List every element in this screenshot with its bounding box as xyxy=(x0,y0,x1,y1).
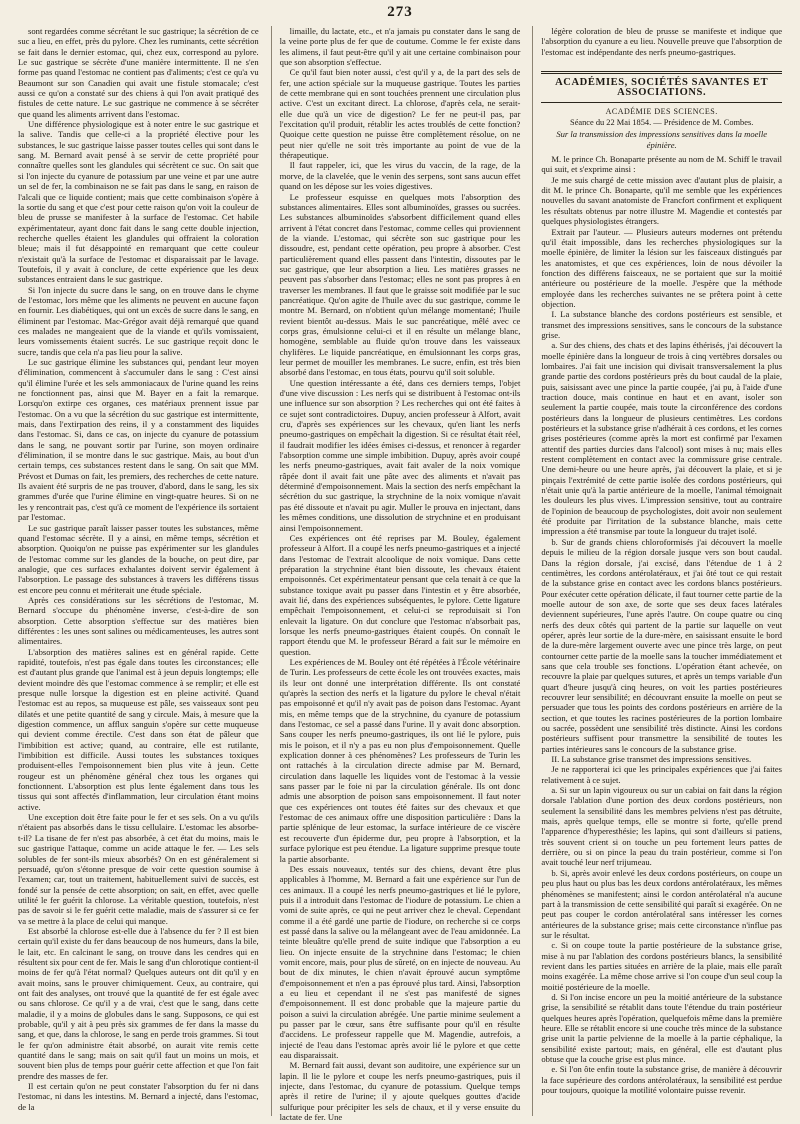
paragraph: b. Si, après avoir enlevé les deux cordons postérieurs, on coupe un peu plus haut ou plus bas les deux cordons antérolatéraux, les mêmes phénomènes se manifestent; ainsi le cordon antérolatéral n'a aucune part à la transmission de cette sensibilité qui paraît si exagérée. On ne peut pas couper le cordon antérolatéral sans intéresser les cornes antérieures de la substance grise; mais cette circonstance n'influe pas sur le résultat. xyxy=(541,867,783,940)
subject-heading: Sur la transmission des impressions sensitives dans la moelle épinière. xyxy=(556,129,768,150)
paragraph: Est absorbé la chlorose est-elle due à l'absence du fer ? Il est bien certain qu'il existe du fer dans beaucoup de nos humeurs, dans la bile, le lait, etc. En calcinant le sang, on trouve dans les cendres qui en résultent six pour cent de fer. Mais le sang d'un chlorotique contient-il moins de fer qu'à l'état normal? Quelques auteurs ont dit qu'il y en avait moins, sans le prouver chimiquement. Ceux, au contraire, qui ont fait des analyses, ont trouvé que la quantité de fer est égale avec ou sans chlorose. Ce qu'il y a de vrai, c'est que le sang, dans cette maladie, il y a moins de globules dans le sang. Supposons, ce qui est probable, qu'il y ait à peu près six grammes de fer dans la masse du sang, et que, dans la chlorose, le sang en perde trois grammes. Si tout le fer qu'on administre était absorbé, on aurait vite remis cette quantité dans le sang; mais on sait qu'il faut un moins un mois, et souvent bien plus de temps pour guérir cette affection et que l'on fait prendre des masses de fer. xyxy=(18,925,259,1081)
column-3-intro: légère coloration de bleu de prusse se manifeste et indique que l'absorption du cyanure a eu lieu. Nouvelle preuve que l'absorption de l'estomac est indépendante des nerfs pneumo-gastriques. xyxy=(541,26,783,57)
column-1 xyxy=(18,26,259,1116)
paragraph: Une exception doit être faite pour le fer et ses sels. On a vu qu'ils n'étaient pas absorbés dans le tissu cellulaire. L'estomac les absorbe-t-il? La tisane de fer n'est pas absorbée, à cet état du moins, mais le suc gastrique l'attaque, comme un acide attaque le fer. — Les sels solubles de fer sont-ils mieux absorbés? On en est généralement si persuadé, qu'on s'étonne presque de voir cette question soumise à l'examen; car, tout un traitement, habituellement suivi de succès, est fondé sur la pensée de cette absorption; on sait, en effet, avec quelle utilité le fer guérit la chlorose. La véritable question, toutefois, n'est pas de savoir si le fer guérit cette maladie, mais de s'assurer si ce fer va se mettre à la place de celui qui manque. xyxy=(18,812,259,926)
page-number: 273 xyxy=(387,4,413,20)
paragraph: Le suc gastrique paraît laisser passer toutes les substances, même quand l'estomac sécrète. Il y a ainsi, en même temps, sécrétion et absorption. Quoiqu'on ne puisse pas expérimenter sur les glandules de l'estomac comme sur les glandes de la bouche, on peut dire, par analogie, que ces surfaces exhalantes doivent servir également à l'absorption. Le passage des substances à travers les différens tissus est encore peu connu et mériterait une étude spéciale. xyxy=(18,522,259,595)
paragraph: Le suc gastrique élimine les substances qui, pendant leur moyen d'élimination, commencent à s'accumuler dans le sang : C'est ainsi qu'il élimine l'urée et les sels ammoniacaux de l'urine quand les reins ne fonctionnent pas, ainsi que M. Bayer en a fait la remarque. Lorsqu'on extirpe ces organes, ces matériaux prennent issue par l'estomac. On a vu que la sécrétion du suc gastrique est intermittente, mais, dans l'extirpation des reins, il y a constamment des liquides dans l'estomac. Si, dans ce cas, on injecte du cyanure de potassium dans le sang, ne pouvant sortir par l'urine, son moyen ordinaire d'élimination, il se montre dans le suc gastrique. Mais, au bout d'un certain temps, ces substances restent dans le sang. On sait que MM. Prévost et Dumas on fait, les premiers, des recherches de cette nature. Ils avaient été surpris de ne pas trouver, d'abord, dans le sang, les six grammes d'urée que l'urine élimine en vingt-quatre heures. Si on ne les y rencontrait pas, c'est qu'à ce moment de l'expérience ils sortaient par l'estomac. xyxy=(18,357,259,523)
paragraph: Une question intéressante a été, dans ces derniers temps, l'objet d'une vive discussion : Les nerfs qui se distribuent à l'estomac ont-ils une influence sur son absorption ? Les recherches qui ont été faites à ce sujet sont contradictoires. Dupuy, ancien professeur à Alfort, avait cru, d'après ses expériences sur les chevaux, qu'en liant les nerfs pneumo-gastriques on empêchait la digestion. Si ce résultat était réel, il faudrait modifier les idées émises ci-dessus, et renoncer à regarder l'absorption comme une simple imbibition. Dupuy, après avoir coupé les nerfs pneumo-gastriques, avait fait avaler de la noix vomique râpée dont il avait fait une pâte avec des aliments et n'avait pas déterminé d'empoisonnement. Mais la section des nerfs empêchant la sécrétion du suc gastrique, la strychnine de la noix vomique n'avait pas été dissoute et n'avait pu agir. Muller le prouva en injectant, dans les mêmes conditions, une dissolution de strychnine et en produisant ainsi l'empoisonnement. xyxy=(279,377,521,533)
paragraph: Il est certain qu'on ne peut constater l'absorption du fer ni dans l'estomac, ni dans les intestins. M. Bernard a injecté, dans l'estomac, de la xyxy=(18,1081,259,1112)
section-rule-top xyxy=(541,71,782,74)
section-rule-bottom xyxy=(541,102,782,103)
text-columns xyxy=(18,26,783,1123)
paragraph: Les expériences de M. Bouley ont été répétées à l'École vétérinaire de Turin. Les professeurs de cette école les ont trouvées exactes, mais ils leur ont donné une interprétation différente. Ils ont constaté qu'après la section des nerfs et la ligature du pylore le cheval n'était pas empoisonné et qu'il n'y avait pas de poison dans l'estomac. Ayant mis, en même temps que de la strychnine, du cyanure de potassium dans l'estomac, ce sel a passé dans l'urine. Il y avait donc absorption. Sans couper les nerfs pneumo-gastriques, ils ont lié le pylore, puis mis le poison, et il n'y a pas eu non plus d'empoisonnement. Quelle explication donner à ces phénomènes? Les professeurs de Turin les ont rattachés à la circulation directe admise par M. Bernard, circulation dans laquelle les liquides vont de l'estomac à la vessie sans passer par le foie ni par la circulation générale. Ils ont donc admis une absorption de poison sans empoisonnement. Il faut noter que ces expériences ont toutes été faites sur des chevaux et que l'estomac de ces animaux offre une disposition particulière : Dans la partie splénique de leur estomac, la surface intérieure de ce viscère est recouverte d'un épiderme dur, peu propre à l'absorption, et la surface pylorique est peu étendue. La ligature supprime presque toute la partie absorbante. xyxy=(279,656,521,864)
paragraph: Après ces considérations sur les sécrétions de l'estomac, M. Bernard s'occupe du phénomène inverse, c'est-à-dire de son absorption. Cette absorption s'effectue sur des matières bien différentes : les unes sont salines ou médicamenteuses, les autres sont alimentaires. xyxy=(18,594,259,647)
paragraph: Je me suis chargé de cette mission avec d'autant plus de plaisir, a dit M. le prince Ch. Bonaparte, qu'il me semble que les expériences nouvelles du savant anatomiste de Francfort confirment et expliquent les résultats obtenus par notre illustre M. Magendie et contestés par quelques physiologistes étrangers. xyxy=(541,174,783,227)
paragraph: sont regardées comme sécrétant le suc gastrique; la sécrétion de ce suc a lieu, en effet, près du pylore. Chez les ruminants, cette sécrétion se fait dans le dernier estomac, qui, chez eux, correspond au pylore. Le suc gastrique se sécrète d'une manière intermittente. Il ne s'en forme pas quand l'estomac ne contient pas d'aliments; c'est ce qu'a vu Beaumont sur son Canadien qui avait une fistule stomacale; c'est aussi ce qu'on a constaté sur des chiens à qui l'on avait pratiqué des fistules de cette nature. Le suc gastrique ne commence à se sécréter que quand les aliments arrivent dans l'estomac. xyxy=(18,26,259,119)
column-2 xyxy=(271,26,521,1123)
paragraph: M. Bernard fait aussi, devant son auditoire, une expérience sur un lapin. Il lie le pylore et coupe les nerfs pneumo-gastriques, puis il injecte, dans l'estomac, du cyanure de potassium. Quelque temps après il retire de l'urine; il y ajoute quelques gouttes d'acide sulfurique pour précipiter les sels de chaux, et il y verse ensuite du lactate de fer. Une xyxy=(279,1060,521,1123)
column-3 xyxy=(532,26,782,1116)
paragraph: c. Si on coupe toute la partie postérieure de la substance grise, mise à nu par l'ablation des cordons postérieurs blancs, la sensibilité revient dans les parties situées en arrière de la plaie, mais elle paraît moins exagérée. La même chose arrive si l'on coupe d'un seul coup la moitié postérieure de la moelle. xyxy=(541,940,783,992)
paragraph: I. La substance blanche des cordons postérieurs est sensible, et transmet des impressions sensitives, sans le concours de la substance grise. xyxy=(541,309,783,340)
paragraph: Ces expériences ont été reprises par M. Bouley, également professeur à Alfort. Il a coupé les nerfs pneumo-gastriques et a injecté dans l'estomac de l'extrait alcoolique de noix vomique. Dans cette préparation la strychnine étant bien dissoute, les chevaux étaient empoisonnés. Cet expérimentateur pensant que cela tenait à ce que la substance toxique avait pu passer dans l'intestin et y être absorbée, avait lié, dans des expériences subséquentes, le pylore. Cette ligature empêchait l'empoisonnement, et celui-ci se reproduisait si l'on enlevait la ligature. On dut conclure que l'estomac n'absorbait pas, lorsque les nerfs pneumo-gastriques étaient coupés. On connaît le rapport étendu que M. le professeur Bérard a fait sur le mémoire en question. xyxy=(279,532,521,657)
paragraph: Des essais nouveaux, tentés sur des chiens, devant être plus applicables à l'homme, M. Bernard a fait une expérience sur l'un de ces animaux. Il a coupé les nerfs pneumo-gastriques et lié le pylore, puis il a introduit dans l'estomac de l'iodure de potassium. Le chien a vomi de suite après, ce qui ne peut arriver chez le cheval. Cependant comme il a été gardé une partie de l'iodure, on recherche si ce corps est passé dans la salive ou la mélangeant avec de l'eau amidonnée. La teinte bleuâtre qu'elle prend de suite indique que l'absorption a eu lieu. On injecte ensuite de la strychnine dans l'estomac; le chien vomit encore, mais, pour plus de sûreté, on en injecte de nouveau. Au bout de dix minutes, le chien n'avait éprouvé aucun symptôme d'empoisonnement et n'en a pas éprouvé plus tard. Ainsi, l'absorption a eu lieu et cependant il ne s'est pas manifesté de signes d'empoisonnement. Il est donc probable que la majeure partie du poison a suivi la circulation abrégée. Une partie minime seulement a pu passer par le cœur, sans être suffisante pour qu'il en résulte d'accidens. Le professeur rappelle que M. Magendie, autrefois, a injecté de l'eau dans l'estomac après avoir lié le pylore et que cette eau disparaissait. xyxy=(279,863,521,1061)
paragraph: II. La substance grise transmet des impressions sensitives. xyxy=(551,754,752,765)
paragraph: e. Si l'on ôte enfin toute la substance grise, de manière à découvrir la face supérieure des cordons antérolatéraux, la sensibilité est perdue pour toujours, quoique la motilité volontaire puisse revenir. xyxy=(541,1064,783,1096)
paragraph: a. Sur des chiens, des chats et des lapins éthérisés, j'ai découvert la moelle épinière dans la longueur de trois à cinq vertèbres dorsales ou lombaires. J'ai fait une incision qui divisait transversalement la plus grande partie des cordons postérieurs près du bout caudal de la plaie, puis, saisissant avec une pince la partie coupée, j'ai pu, à l'aide d'une traction douce, mais continue en haut et en avant, isoler son seulement la partie coupée, mais toute la circonférence des cordons postérieurs dans la longueur de plusieurs centimètres. Les cordons postérieurs et la substance grise n'adhérait à ces cordons, et les cornes grises postérieures (comme après la mort est confirmé par l'examen attentif des parties durcies dans l'alcool) sont mises à nu; mais elles restent complètement en contact avec la commissure grise centrale. Une demi-heure ou une heure après, j'ai découvert la plaie, et si je pinçais l'extrémité de cette partie isolée des cordons postérieurs, qui n'était unie qu'à la partie antérieure de la moelle, l'animal témoignait les douleurs les plus vives. L'impression sensitive, tout au contraire de l'opinion de beaucoup de psychologistes, doit avoir non seulement été produite par l'irritation de la substance blanche, mais cette impression a été transmise par toute la longueur du trajet isolé. xyxy=(541,340,783,537)
paragraph: Le professeur esquisse en quelques mots l'absorption des substances alimentaires. Elles sont albuminoïdes, grasses ou sucrées. Les substances albuminoïdes s'absorbent difficilement quand elles arrivent à l'état concret dans l'estomac, comme celles qui proviennent de la viande. L'estomac, qui sécrète son suc gastrique pour les dissoudre, est, pendant cette opération, peu propre à absorber. C'est particulièrement quand elles passent dans l'intestin, dissoutes par le suc gastrique, que leur absorption a lieu. Les matières grasses ne peuvent pas s'absorber dans l'estomac; elles ne sont pas propres à en traverser les membranes. Il faut que le graisse soit modifiée par le suc pancréatique. Qu'on agite de l'huile avec du suc gastrique, comme le montre M. Bernard, on n'obtient qu'un mélange momentané; l'huile revient bientôt au-dessus. Mais le suc pancréatique, mêlé avec ce corps gras, émulsionne celui-ci et il en résulte un mélange blanc, homogène, semblable au fluide qu'on trouve dans les vaisseaux chylifères. Le liquide pancréatique, en émulsionnant les corps gras, leur permet de mouiller les membranes. Le sucre, enfin, est très bien absorbé dans l'estomac, en tous états, pourvu qu'il soit soluble. xyxy=(279,191,521,378)
paragraph: Je ne rapporterai ici que les principales expériences que j'ai faites relativement à ce sujet. xyxy=(541,764,783,785)
paragraph: Extrait par l'auteur. — Plusieurs auteurs modernes ont prétendu qu'il était impossible, dans les recherches physiologiques sur la moelle épinière, de limiter la lésion sur les faisceaux distingués par les anatomistes, et que ces expériences, loin de nous dévoiler la fonction des différens faisceaux, ne se portaient que sur la moitié antérieure ou postérieure de la moelle. J'espère que la méthode employée dans les recherches suivantes ne se prêtera point à cette objection. xyxy=(541,226,783,309)
paragraph: a. Si sur un lapin vigoureux ou sur un cabiai on fait dans la région dorsale l'ablation d'une portion des deux cordons postérieurs, non seulement la sensibilité dans les membres pelviens n'est pas détruite, mais, après quelque temps, elle se montre si forte, qu'elle prend l'apparence d'hyperesthésie; les lapins, qui sont d'ailleurs si patiens, très souvent crient si on touche un peu fortement leurs pattes de derrière, ou si on pince la peau du train postérieur, comme si l'on avait touché leur nerf trijumeau. xyxy=(541,785,783,868)
paragraph: Ce qu'il faut bien noter aussi, c'est qu'il y a, de la part des sels de fer, une action spéciale sur la muqueuse gastrique. Toutes les parties de cette membrane qui en sont touchées prennent une circulation plus active. C'est un excitant direct. La chlorose, d'après cela, ne serait-elle due qu'à un vice de digestion? Le fer ne peut-il pas, par l'excitation qu'il produit, rétablir les actes troublés de cette fonction? Quoique cette question ne puisse être complètement résolue, on ne peut nier qu'elle ne soit très importante au point de vue de la thérapeutique. xyxy=(279,67,521,161)
column-3-body xyxy=(541,154,782,1095)
academy-heading: ACADÉMIE DES SCIENCES. xyxy=(605,106,718,116)
session-line: Séance du 22 Mai 1854. — Présidence de M. Combes. xyxy=(570,118,754,128)
paragraph: b. Sur de grands chiens chloroformisés j'ai découvert la moelle depuis le milieu de la région dorsale jusque vers son bout caudal. Dans la région dorsale, j'ai excisé, dans l'étendue de 1 à 2 centimètres, les cordons antérolatéraux, et j'ai ôté tout ce qui restait de la substance grise en contact avec les cordons blancs postérieurs. Pour exécuter cette opération délicate, il faut tourner cette partie de la moelle autour de son axe, de sorte que ses deux faces latérales deviennent supérieures, l'une après l'autre. On coupe quatre ou cinq nerfs des deux côtés qui partent de la partie sur laquelle on veut opérer, après leur sortie de la dure-mère, en saisissant ensuite le bord de la dure-mère largement ouverte avec une pince très large, on peut contourner cette partie de la moelle sans la toucher immédiatement et sans que cela trouble ses fonctions. L'opération étant achevée, on recouvre la plaie par quelques sutures, et après un temps variable d'un quart d'heure jusqu'à cinq heures, on voit les parties postérieures recouvrer leur sensibilité; en découvrant ensuite la moelle on peut se persuader que tous les points des cordons postérieurs en arrière de la section, et que toutes les racines postérieures de la portion lombaire ou sacrée, possèdent une sensibilité très distincte. Ainsi les cordons postérieurs suffisent pour transmettre la sensibilité de toutes les parties intérieures sans le concours de la substance grise. xyxy=(541,536,783,754)
paragraph: L'absorption des matières salines est en général rapide. Cette rapidité, toutefois, n'est pas égale dans toutes les circonstances; elle est d'autant plus grande que l'animal est à jeun depuis longtemps; elle devient moindre dès que l'estomac commence à se remplir; et elle est presque nulle lorsque la digestion est en pleine activité. Quand l'estomac est au repos, sa muqueuse est pâle, ses vaisseaux sont peu dilatés et une petite quantité de sang y circule. Mais, à mesure que la digestion commence, un afflux sanguin s'opère sur cette muqueuse qui devient comme érectile. C'est dans son état de pâleur que l'imbibition est active; quand, au contraire, elle est rutilante, l'imbibition est difficile. Aussi toutes les substances toxiques produisent-elles l'empoisonnement bien plus vite à jeun. Cette rougeur est un phénomène général chez tous les organes qui fonctionnent. L'absorption est plus lente également dans tous les tissus qui sont affectés d'inflammation, leur circulation étant moins active. xyxy=(18,646,259,812)
section-title: ACADÉMIES, SOCIÉTÉS SAVANTES ET ASSOCIATIONS. xyxy=(555,77,769,99)
paragraph: M. le prince Ch. Bonaparte présente au nom de M. Schiff le travail qui suit, et s'exprime ainsi : xyxy=(541,154,783,175)
paragraph: Il faut rappeler, ici, que les virus du vaccin, de la rage, de la morve, de la clavelée, que le venin des serpens, sont sans aucun effet quand on les dépose sur les voies digestives. xyxy=(279,160,521,192)
paragraph: limaille, du lactate, etc., et n'a jamais pu constater dans le sang de la veine porte plus de fer que de coutume. Comme le fer existe dans les alimens, il faut peut-être qu'il y ait une certaine combinaison pour que son absorption s'effectue. xyxy=(279,26,521,68)
paragraph: Si l'on injecte du sucre dans le sang, on en trouve dans le chyme de l'estomac, lors même que les aliments ne peuvent en aucune façon en fournir. Les diabétiques, qui ont un excès de sucre dans le sang, en éliminent par l'estomac. Mac-Grégor avait déjà remarqué que quand ces malades ne mangeaient que de la viande et qu'ils vomissaient, leurs vomissements étaient sucrés. Le suc gastrique reçoit donc le sucre, tandis que cela n'a pas lieu pour la salive. xyxy=(18,284,259,357)
paragraph: Une différence physiologique est à noter entre le suc gastrique et la salive. Tandis que celle-ci a la propriété élective pour les substances, le suc gastrique laisse passer toutes celles qui sont dans le sang. M. Bernard avait pensé à se servir de cette propriété pour connaître quelles sont les glandules qui sécrètent ce suc. On sait que si l'on injecte du cyanure de potassium par une veine et par une autre un sel de fer, la combinaison ne se fait pas dans le sang, en raison de l'alcali que ce liquide contient; mais que cette combinaison s'opère à la sortie du sang et que c'est pour cette raison qu'on voit la couleur de bleu de prusse se manifester à la surface de l'estomac. Cet habile expérimentateur, ayant donc fait dans le sang cette double injection, recherche quelles étaient les glandules qui offraient la coloration bleue; mais il fut désappointé en remarquant que cette couleur n'existait qu'à la surface de l'estomac et disparaissait par le lavage. Toutefois, il y avait à conclure, de cette expérience que les deux substances entraient dans le suc gastrique. xyxy=(18,119,259,285)
paragraph: d. Si l'on incise encore un peu la moitié antérieure de la substance grise, la sensibilité se rétablit dans toute l'étendue du train postérieur quelques heures après l'opération, quelquefois même dans la première heure. Elle se rétablit encore si une couche très mince de la substance grise unit la partie pelvienne de la moelle à la partie céphalique, la sensibilité existe partout; mais, en général, elle est d'autant plus obtuse que la couche grise est plus mince. xyxy=(541,991,783,1064)
